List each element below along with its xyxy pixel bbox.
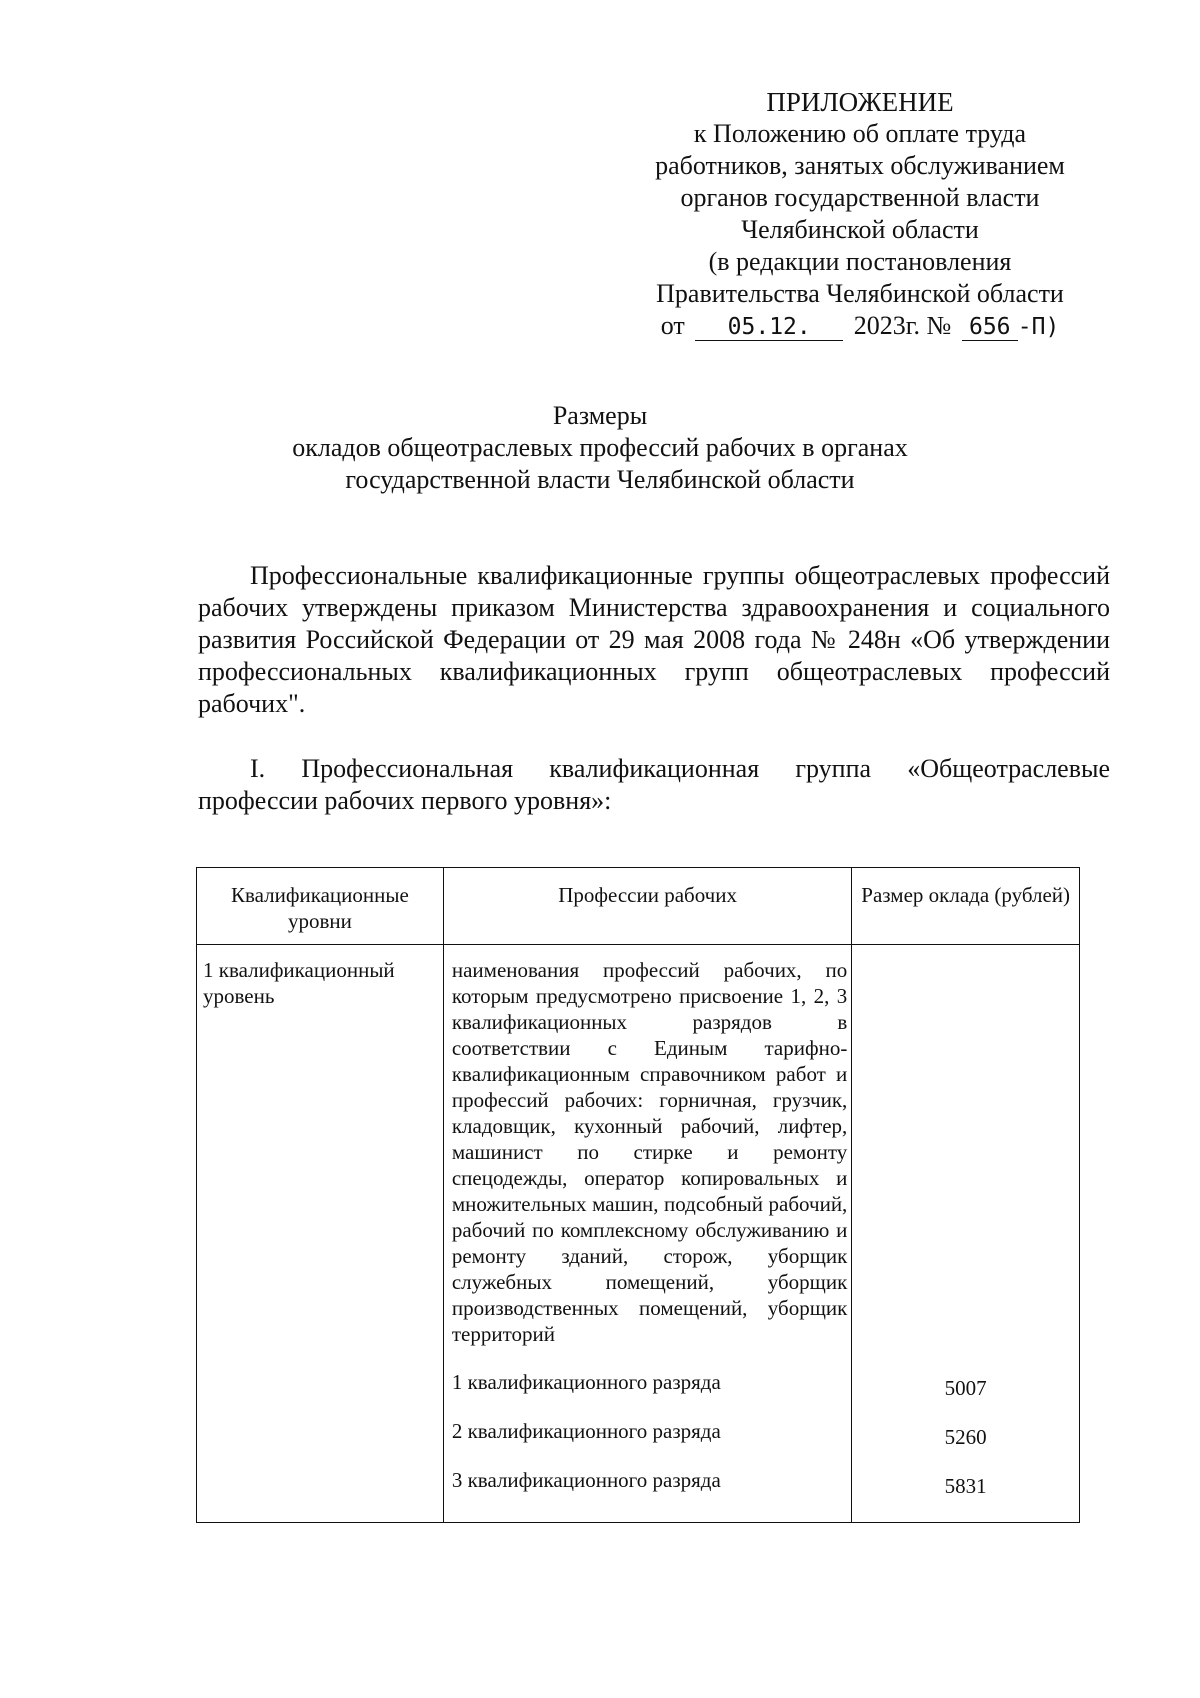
- section-heading: I. Профессиональная квалификационная группа «Общеотраслевые профессии рабочих первого уровня»:: [198, 754, 1110, 815]
- appendix-line: Челябинской области: [741, 215, 979, 244]
- order-prefix: от: [660, 311, 685, 340]
- rank-label: 2 квалификационного разряда: [451, 1419, 721, 1443]
- header-levels: Квалификационные уровни: [197, 868, 444, 945]
- rank-label: 3 квалификационного разряда: [451, 1468, 721, 1492]
- appendix-header: [640, 86, 1080, 343]
- title-line: Размеры: [552, 401, 648, 430]
- salary-value: 5007: [944, 1376, 987, 1400]
- order-reference: [640, 310, 1080, 343]
- table-row: [197, 945, 1080, 1523]
- order-date: 05.12.: [695, 314, 843, 341]
- rank-label: 1 квалификационного разряда: [451, 1370, 721, 1394]
- appendix-line: (в редакции постановления: [708, 247, 1012, 276]
- document-title: [150, 400, 1050, 496]
- appendix-line: к Положению об оплате труда: [693, 119, 1027, 148]
- salary-value: 5831: [944, 1474, 987, 1498]
- order-year: 2023г. №: [853, 311, 952, 340]
- appendix-line: Правительства Челябинской области: [656, 279, 1064, 308]
- intro-paragraph: Профессиональные квалификационные группы общеотраслевых профессий рабочих утверждены приказом Министерства здравоохранения и социального развития Российской Федерации от 29 мая 2008 года № 248н «Об утверждении профессиональных квалификационных групп общеотраслевых профессий рабочих".: [198, 561, 1110, 718]
- order-suffix: -П): [1017, 314, 1060, 340]
- salary-cell: [852, 945, 1080, 1523]
- title-line: окладов общеотраслевых профессий рабочих в органах: [292, 433, 908, 462]
- professions-cell: [443, 945, 851, 1523]
- salary-table: [196, 867, 1080, 1523]
- salary-value: 5260: [944, 1425, 987, 1449]
- table-header-row: [197, 868, 1080, 945]
- appendix-title: ПРИЛОЖЕНИЕ: [766, 87, 954, 117]
- qualification-level: 1 квалификационный уровень: [197, 945, 444, 1523]
- appendix-line: органов государственной власти: [680, 183, 1040, 212]
- professions-description: наименования профессий рабочих, по которым предусмотрено присвоение 1, 2, 3 квалификационных разрядов в соответствии с Единым тарифно-квалификационным справочником работ и профессий рабочих: горничная, грузчик, кладовщик, кухонный рабочий, лифтер, машинист по стирке и ремонту спецодежды, оператор копировальных и множительных машин, подсобный рабочий, рабочий по комплексному обслуживанию и ремонту зданий, сторож, уборщик служебных помещений, уборщик производственных помещений, уборщик территорий: [451, 958, 848, 1346]
- header-professions: Профессии рабочих: [443, 868, 851, 945]
- header-salary: Размер оклада (рублей): [852, 868, 1080, 945]
- order-number: 656: [962, 314, 1018, 341]
- appendix-line: работников, занятых обслуживанием: [655, 151, 1065, 180]
- title-line: государственной власти Челябинской области: [345, 465, 855, 494]
